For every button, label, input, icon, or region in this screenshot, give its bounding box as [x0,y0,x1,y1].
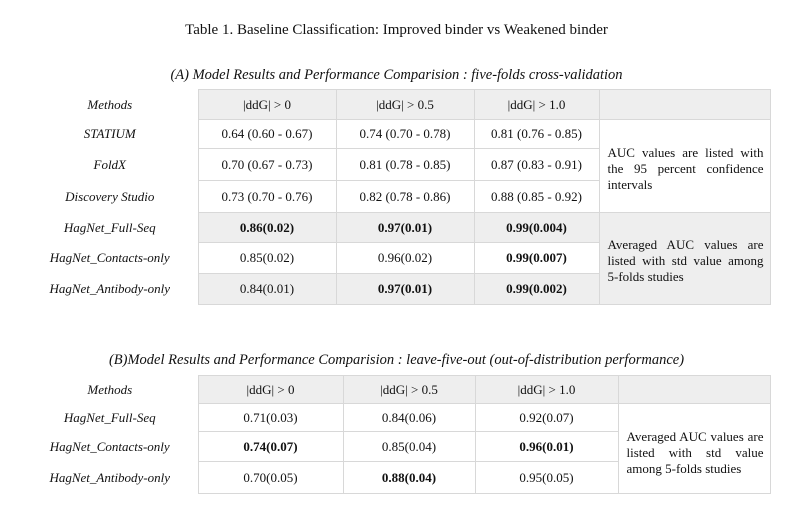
section-a-table [22,89,771,305]
methods-header: Methods [87,96,133,112]
value-cell: 0.74(0.07) [198,432,343,462]
value-cell: 0.71(0.03) [198,404,343,432]
value-cell: 0.74 (0.70 - 0.78) [336,120,474,149]
value-cell: 0.85(0.04) [343,432,475,462]
method-name: HagNet_Antibody-only [49,469,171,485]
value-cell: 0.88(0.04) [343,462,475,494]
value-cell: 0.84(0.01) [198,274,336,305]
ci-note: AUC values are listed with the 95 percent confidence intervals [599,120,770,213]
value-cell: 0.73 (0.70 - 0.76) [198,181,336,213]
section-b-table [22,375,771,494]
value-cell: 0.99(0.004) [474,213,599,243]
value-cell: 0.85(0.02) [198,243,336,274]
header-empty-cell [618,376,770,404]
col-header-ddg0: |ddG| > 0 [198,376,343,404]
std-note: Averaged AUC values are listed with std value among 5-folds studies [618,404,770,494]
std-note: Averaged AUC values are listed with std value among 5-folds studies [599,213,770,305]
section-b-heading: (B)Model Results and Performance Comparision : leave-five-out (out-of-distribution performance) [108,352,685,368]
col-header-ddg05: |ddG| > 0.5 [343,376,475,404]
method-name: FoldX [93,156,126,172]
method-name: HagNet_Contacts-only [49,250,170,265]
method-name: HagNet_Contacts-only [49,438,170,454]
value-cell: 0.97(0.01) [336,213,474,243]
value-cell: 0.95(0.05) [475,462,618,494]
table-title: Table 1. Baseline Classification: Improved binder vs Weakened binder [185,22,608,38]
col-header-ddg1: |ddG| > 1.0 [474,90,599,120]
value-cell: 0.96(0.02) [336,243,474,274]
section-a-heading: (A) Model Results and Performance Comparision : five-folds cross-validation [170,67,623,83]
value-cell: 0.99(0.007) [474,243,599,274]
value-cell: 0.81 (0.76 - 0.85) [474,120,599,149]
method-name: HagNet_Full-Seq [63,409,156,425]
col-header-ddg1: |ddG| > 1.0 [475,376,618,404]
value-cell: 0.99(0.002) [474,274,599,305]
value-cell: 0.84(0.06) [343,404,475,432]
value-cell: 0.97(0.01) [336,274,474,305]
value-cell: 0.81 (0.78 - 0.85) [336,149,474,181]
value-cell: 0.88 (0.85 - 0.92) [474,181,599,213]
value-cell: 0.92(0.07) [475,404,618,432]
value-cell: 0.64 (0.60 - 0.67) [198,120,336,149]
value-cell: 0.96(0.01) [475,432,618,462]
value-cell: 0.70(0.05) [198,462,343,494]
value-cell: 0.70 (0.67 - 0.73) [198,149,336,181]
value-cell: 0.86(0.02) [198,213,336,243]
method-name: STATIUM [83,126,136,141]
value-cell: 0.82 (0.78 - 0.86) [336,181,474,213]
header-empty-cell [599,90,770,120]
methods-header: Methods [87,381,133,397]
col-header-ddg0: |ddG| > 0 [198,90,336,120]
method-name: HagNet_Full-Seq [63,219,156,235]
value-cell: 0.87 (0.83 - 0.91) [474,149,599,181]
method-name: HagNet_Antibody-only [49,281,171,296]
method-name: Discovery Studio [65,188,155,204]
col-header-ddg05: |ddG| > 0.5 [336,90,474,120]
